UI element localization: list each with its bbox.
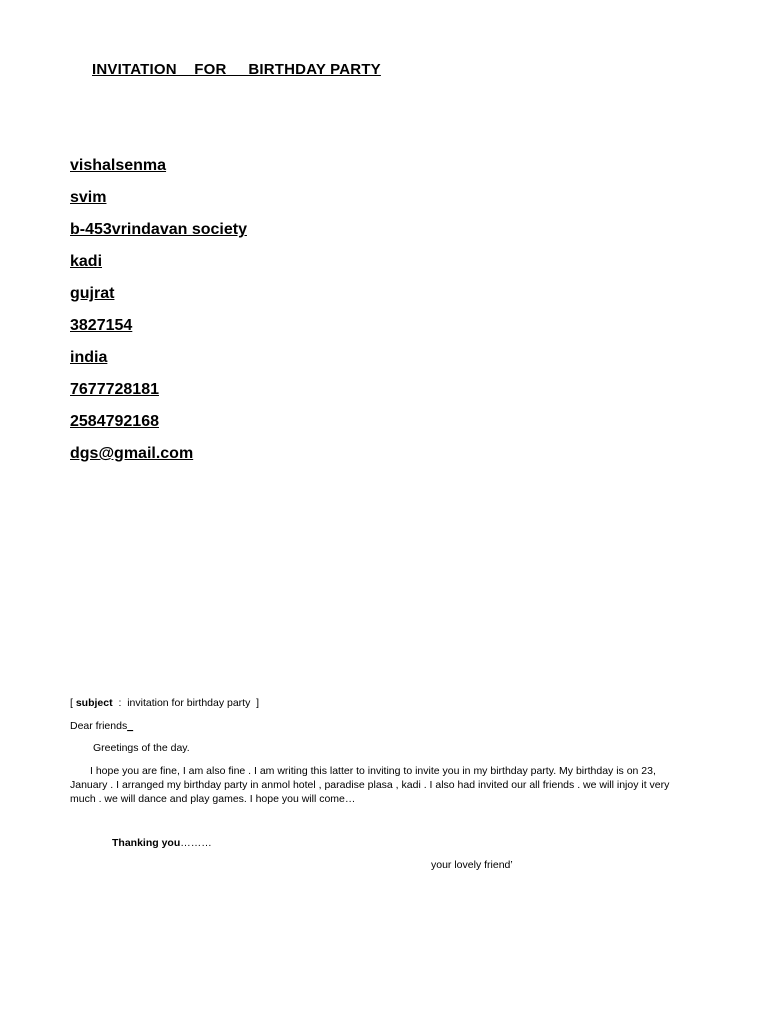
- address-line-email: dgs@gmail.com: [70, 445, 194, 462]
- address-line-city: kadi: [70, 253, 103, 270]
- subject-text: invitation for birthday party ]: [127, 697, 260, 709]
- letter-paragraph: I hope you are fine, I am also fine . I am writing this latter to inviting to invite you in my birthday party. My birthday is on 23, January . I arranged my birthday party in anmol hotel , paradise plasa , kadi . I also had invited our all friends . we will injoy it very much . we will dance and play games. I hope you will come…: [70, 765, 670, 805]
- closing-signoff: your lovely friend’: [431, 859, 513, 871]
- address-line-postcode: 3827154: [70, 317, 133, 334]
- letter-body: [70, 696, 690, 806]
- address-line-state: gujrat: [70, 285, 115, 302]
- address-line-name: vishalsenma: [70, 157, 167, 174]
- greeting: Greetings of the day.: [93, 742, 190, 754]
- subject-line: [70, 696, 690, 710]
- subject-separator: :: [112, 697, 128, 709]
- salutation-text: Dear friends: [70, 720, 128, 732]
- address-line-phone-1: 7677728181: [70, 381, 159, 398]
- salutation: [70, 719, 690, 733]
- subject-label: subject: [75, 697, 113, 709]
- subject-open: [: [70, 697, 76, 709]
- address-line-org: svim: [70, 189, 107, 206]
- address-line-country: india: [70, 349, 108, 366]
- address-line-street: b-453vrindavan society: [70, 221, 247, 238]
- document-title: INVITATION FOR BIRTHDAY PARTY: [92, 61, 381, 78]
- thanks-ellipsis: ………: [180, 837, 212, 849]
- address-block: [70, 156, 247, 476]
- thanks-text: Thanking you: [112, 837, 181, 849]
- salutation-mark: _: [127, 720, 134, 732]
- thanks-line: [112, 837, 212, 849]
- address-line-phone-2: 2584792168: [70, 413, 159, 430]
